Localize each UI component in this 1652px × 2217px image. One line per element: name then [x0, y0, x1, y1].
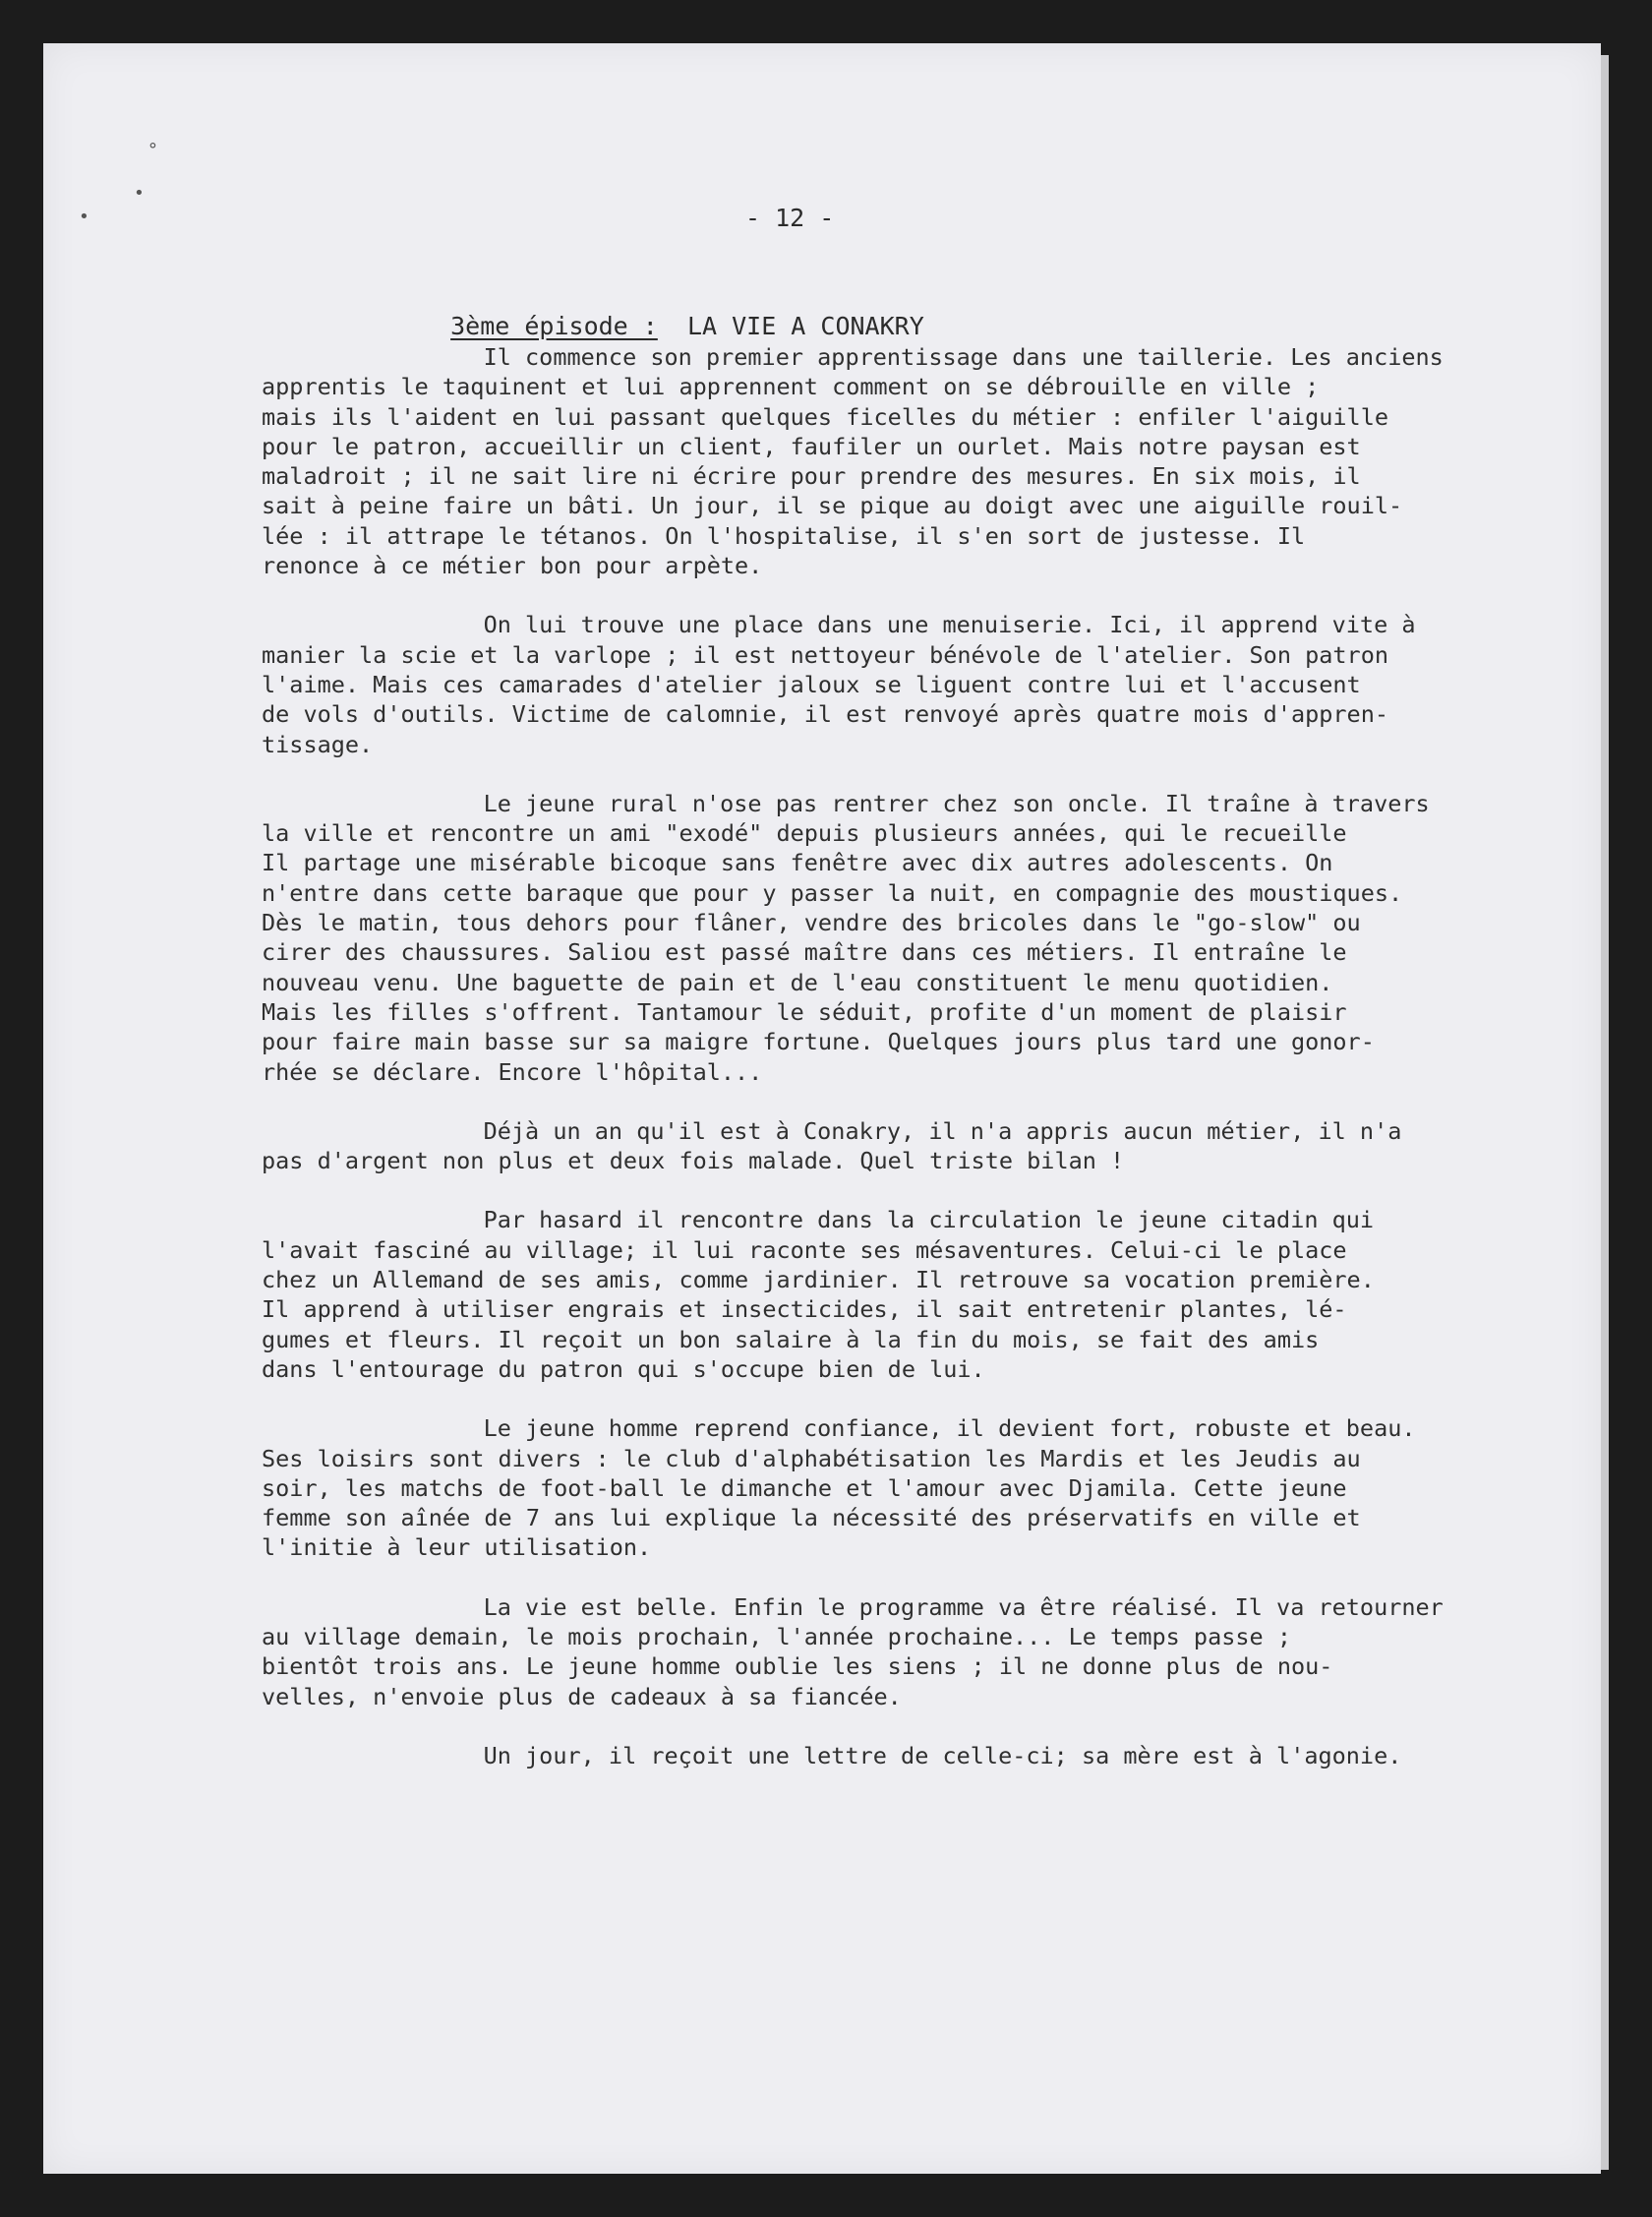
text-line: pour le patron, accueillir un client, faufiler un ourlet. Mais notre paysan est — [262, 432, 1361, 460]
text-line: la ville et rencontre un ami "exodé" depuis plusieurs années, qui le recueille — [262, 819, 1347, 848]
paragraph — [262, 1116, 1560, 1176]
text-line: pour faire main basse sur sa maigre fortune. Quelques jours plus tard une gonor- — [262, 1028, 1375, 1056]
text-line: sait à peine faire un bâti. Un jour, il se pique au doigt avec une aiguille rouil- — [262, 492, 1403, 520]
text-line: chez un Allemand de ses amis, comme jardinier. Il retrouve sa vocation première. — [262, 1266, 1375, 1294]
text-line: velles, n'envoie plus de cadeaux à sa fiancée. — [262, 1682, 902, 1710]
text-line: manier la scie et la varlope ; il est nettoyeur bénévole de l'atelier. Son patron — [262, 640, 1389, 669]
ink-speck: • — [134, 183, 145, 204]
ink-speck: ° — [148, 140, 158, 160]
text-line: nouveau venu. Une baguette de pain et de l'eau constituent le menu quotidien. — [262, 968, 1333, 996]
text-line: de vols d'outils. Victime de calomnie, il est renvoyé après quatre mois d'appren- — [262, 700, 1389, 729]
text-line: apprentis le taquinent et lui apprennent comment on se débrouille en ville ; — [262, 373, 1320, 401]
text-line: maladroit ; il ne sait lire ni écrire pour prendre des mesures. En six mois, il — [262, 462, 1361, 491]
text-line: pas d'argent non plus et deux fois malade. Quel triste bilan ! — [262, 1147, 1125, 1175]
text-line: Mais les filles s'offrent. Tantamour le séduit, profite d'un moment de plaisir — [262, 997, 1347, 1026]
paragraph — [262, 610, 1560, 758]
text-line: au village demain, le mois prochain, l'année prochaine... Le temps passe ; — [262, 1622, 1291, 1650]
text-line: soir, les matchs de foot-ball le dimanche et l'amour avec Djamila. Cette jeune — [262, 1473, 1347, 1502]
text-line: bientôt trois ans. Le jeune homme oublie les siens ; il ne donne plus de nou- — [262, 1652, 1333, 1681]
text-line: renonce à ce métier bon pour arpète. — [262, 552, 763, 580]
text-line: Il apprend à utiliser engrais et insecticides, il sait entretenir plantes, lé- — [262, 1295, 1347, 1324]
paragraph — [262, 1592, 1560, 1711]
text-line: La vie est belle. Enfin le programme va être réalisé. Il va retourner — [483, 1592, 1444, 1621]
text-line: l'avait fasciné au village; il lui raconte ses mésaventures. Celui-ci le place — [262, 1235, 1347, 1264]
text-line: On lui trouve une place dans une menuiserie. Ici, il apprend vite à — [483, 611, 1416, 639]
episode-heading — [421, 283, 924, 340]
page-number: - 12 - — [745, 204, 835, 232]
paragraph — [262, 1741, 1560, 1770]
text-line: cirer des chaussures. Saliou est passé maître dans ces métiers. Il entraîne le — [262, 938, 1347, 967]
episode-label: 3ème épisode : — [450, 312, 658, 340]
text-line: tissage. — [262, 730, 374, 758]
paragraph — [262, 1413, 1560, 1562]
text-line: l'aime. Mais ces camarades d'atelier jaloux se liguent contre lui et l'accusent — [262, 670, 1361, 698]
text-line: Un jour, il reçoit une lettre de celle-ci; sa mère est à l'agonie. — [483, 1741, 1402, 1769]
text-line: femme son aînée de 7 ans lui explique la nécessité des préservatifs en ville et — [262, 1504, 1361, 1532]
text-line: l'initie à leur utilisation. — [262, 1533, 652, 1562]
paragraph — [262, 1205, 1560, 1384]
text-line: Il commence son premier apprentissage dans une taillerie. Les anciens — [483, 343, 1444, 371]
text-line: Il partage une misérable bicoque sans fenêtre avec dix autres adolescents. On — [262, 849, 1333, 877]
text-line: lée : il attrape le tétanos. On l'hospitalise, il s'en sort de justesse. Il — [262, 521, 1306, 550]
paper-edge — [1601, 55, 1609, 2170]
ink-speck: • — [79, 207, 89, 227]
text-line: dans l'entourage du patron qui s'occupe bien de lui. — [262, 1354, 985, 1383]
text-line: Dès le matin, tous dehors pour flâner, vendre des bricoles dans le "go-slow" ou — [262, 909, 1361, 937]
text-line: gumes et fleurs. Il reçoit un bon salaire à la fin du mois, se fait des amis — [262, 1325, 1320, 1353]
text-line: mais ils l'aident en lui passant quelques ficelles du métier : enfiler l'aiguille — [262, 402, 1389, 431]
text-line: Déjà un an qu'il est à Conakry, il n'a appris aucun métier, il n'a — [483, 1116, 1402, 1145]
text-line: Le jeune rural n'ose pas rentrer chez son oncle. Il traîne à travers — [483, 789, 1430, 817]
document-body — [262, 342, 1560, 1800]
text-line: n'entre dans cette baraque que pour y passer la nuit, en compagnie des moustiques. — [262, 878, 1403, 907]
paragraph — [262, 342, 1560, 580]
text-line: Par hasard il rencontre dans la circulation le jeune citadin qui — [483, 1206, 1375, 1234]
text-line: Le jeune homme reprend confiance, il devient fort, robuste et beau. — [483, 1414, 1416, 1443]
text-line: rhée se déclare. Encore l'hôpital... — [262, 1057, 763, 1086]
episode-title: LA VIE A CONAKRY — [686, 312, 924, 340]
text-line: Ses loisirs sont divers : le club d'alphabétisation les Mardis et les Jeudis au — [262, 1444, 1361, 1472]
paragraph — [262, 789, 1560, 1087]
